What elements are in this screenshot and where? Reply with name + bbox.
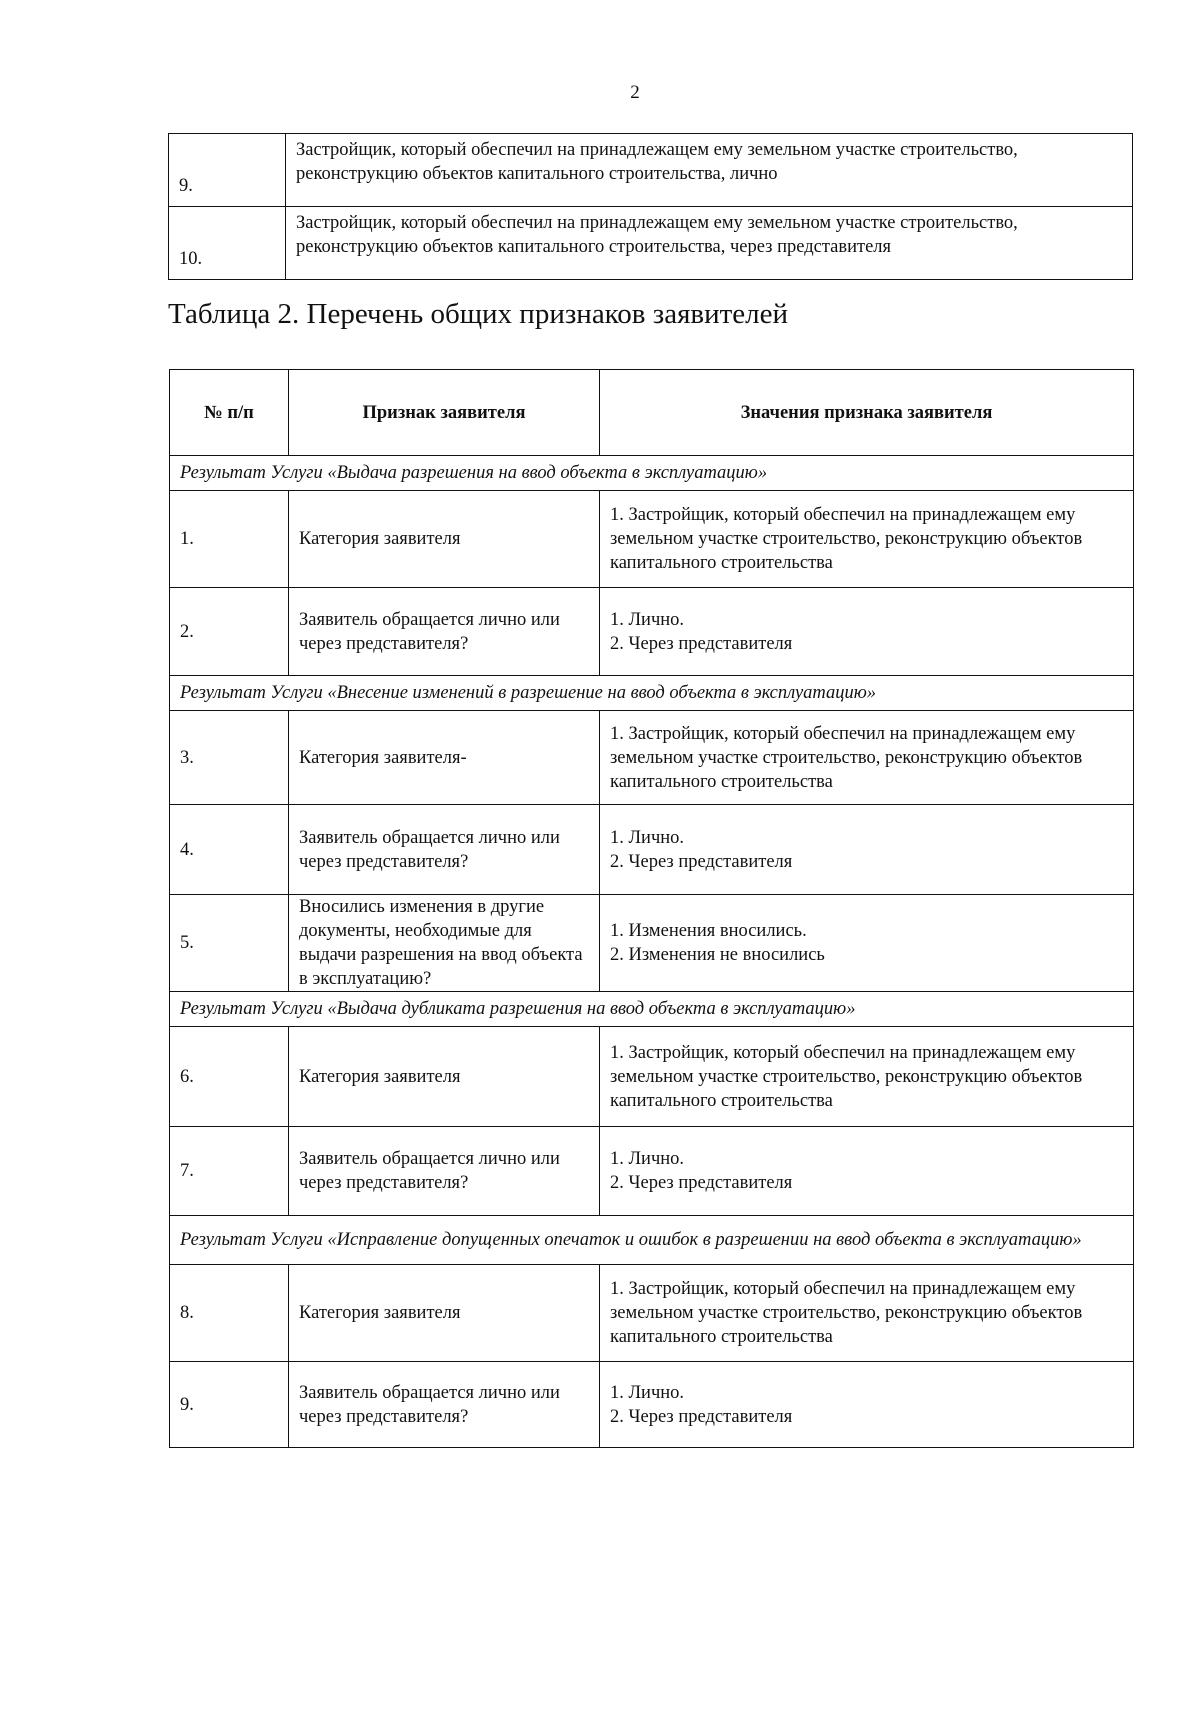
row-number: 7. [170, 1127, 289, 1216]
section-row [170, 992, 1134, 1027]
section-row [170, 676, 1134, 711]
row-number: 5. [170, 895, 289, 992]
table-row [170, 711, 1134, 805]
row-attribute: Заявитель обращается лично или через представителя? [289, 588, 600, 676]
continued-table [168, 133, 1133, 280]
table-row [170, 1127, 1134, 1216]
row-number: 4. [170, 805, 289, 895]
table-row [170, 805, 1134, 895]
row-value: 1. Застройщик, который обеспечил на принадлежащем ему земельном участке строительство, реконструкцию объектов капитального строительства [600, 711, 1134, 805]
row-text: Застройщик, который обеспечил на принадлежащем ему земельном участке строительство, реконструкцию объектов капитального строительства, через представителя [286, 207, 1133, 280]
table-row [170, 1362, 1134, 1448]
table-row [170, 1265, 1134, 1362]
row-number: 2. [170, 588, 289, 676]
row-attribute: Категория заявителя- [289, 711, 600, 805]
row-value: 1. Лично. 2. Через представителя [600, 588, 1134, 676]
section-row [170, 1216, 1134, 1265]
row-value: 1. Застройщик, который обеспечил на принадлежащем ему земельном участке строительство, реконструкцию объектов капитального строительства [600, 491, 1134, 588]
table-title: Таблица 2. Перечень общих признаков заявителей [168, 298, 789, 330]
header-number: № п/п [170, 370, 289, 456]
row-value: 1. Застройщик, который обеспечил на принадлежащем ему земельном участке строительство, реконструкцию объектов капитального строительства [600, 1027, 1134, 1127]
table-row [170, 1027, 1134, 1127]
row-value: 1. Лично. 2. Через представителя [600, 805, 1134, 895]
row-attribute: Категория заявителя [289, 491, 600, 588]
row-attribute: Категория заявителя [289, 1027, 600, 1127]
applicant-attributes-table [169, 369, 1134, 1448]
section-title: Результат Услуги «Выдача разрешения на ввод объекта в эксплуатацию» [170, 456, 1134, 491]
row-number: 8. [170, 1265, 289, 1362]
row-value: 1. Лично. 2. Через представителя [600, 1362, 1134, 1448]
section-title: Результат Услуги «Внесение изменений в разрешение на ввод объекта в эксплуатацию» [170, 676, 1134, 711]
section-title: Результат Услуги «Выдача дубликата разрешения на ввод объекта в эксплуатацию» [170, 992, 1134, 1027]
row-attribute: Категория заявителя [289, 1265, 600, 1362]
row-number: 9. [169, 134, 286, 207]
row-attribute: Заявитель обращается лично или через представителя? [289, 805, 600, 895]
row-value: 1. Лично. 2. Через представителя [600, 1127, 1134, 1216]
table-row [169, 207, 1133, 280]
table-row [169, 134, 1133, 207]
header-attribute: Признак заявителя [289, 370, 600, 456]
row-number: 10. [169, 207, 286, 280]
page-number: 2 [630, 82, 640, 103]
row-attribute: Заявитель обращается лично или через представителя? [289, 1362, 600, 1448]
table-row [170, 895, 1134, 992]
header-value: Значения признака заявителя [600, 370, 1134, 456]
row-number: 6. [170, 1027, 289, 1127]
row-attribute: Заявитель обращается лично или через представителя? [289, 1127, 600, 1216]
row-number: 3. [170, 711, 289, 805]
row-number: 9. [170, 1362, 289, 1448]
table-row [170, 588, 1134, 676]
row-attribute: Вносились изменения в другие документы, необходимые для выдачи разрешения на ввод объекта в эксплуатацию? [289, 895, 600, 992]
section-title: Результат Услуги «Исправление допущенных опечаток и ошибок в разрешении на ввод объекта в эксплуатацию» [170, 1216, 1134, 1265]
row-value: 1. Застройщик, который обеспечил на принадлежащем ему земельном участке строительство, реконструкцию объектов капитального строительства [600, 1265, 1134, 1362]
row-value: 1. Изменения вносились. 2. Изменения не вносились [600, 895, 1134, 992]
row-number: 1. [170, 491, 289, 588]
section-row [170, 456, 1134, 491]
table-row [170, 491, 1134, 588]
table-header-row [170, 370, 1134, 456]
row-text: Застройщик, который обеспечил на принадлежащем ему земельном участке строительство, реконструкцию объектов капитального строительства, лично [286, 134, 1133, 207]
